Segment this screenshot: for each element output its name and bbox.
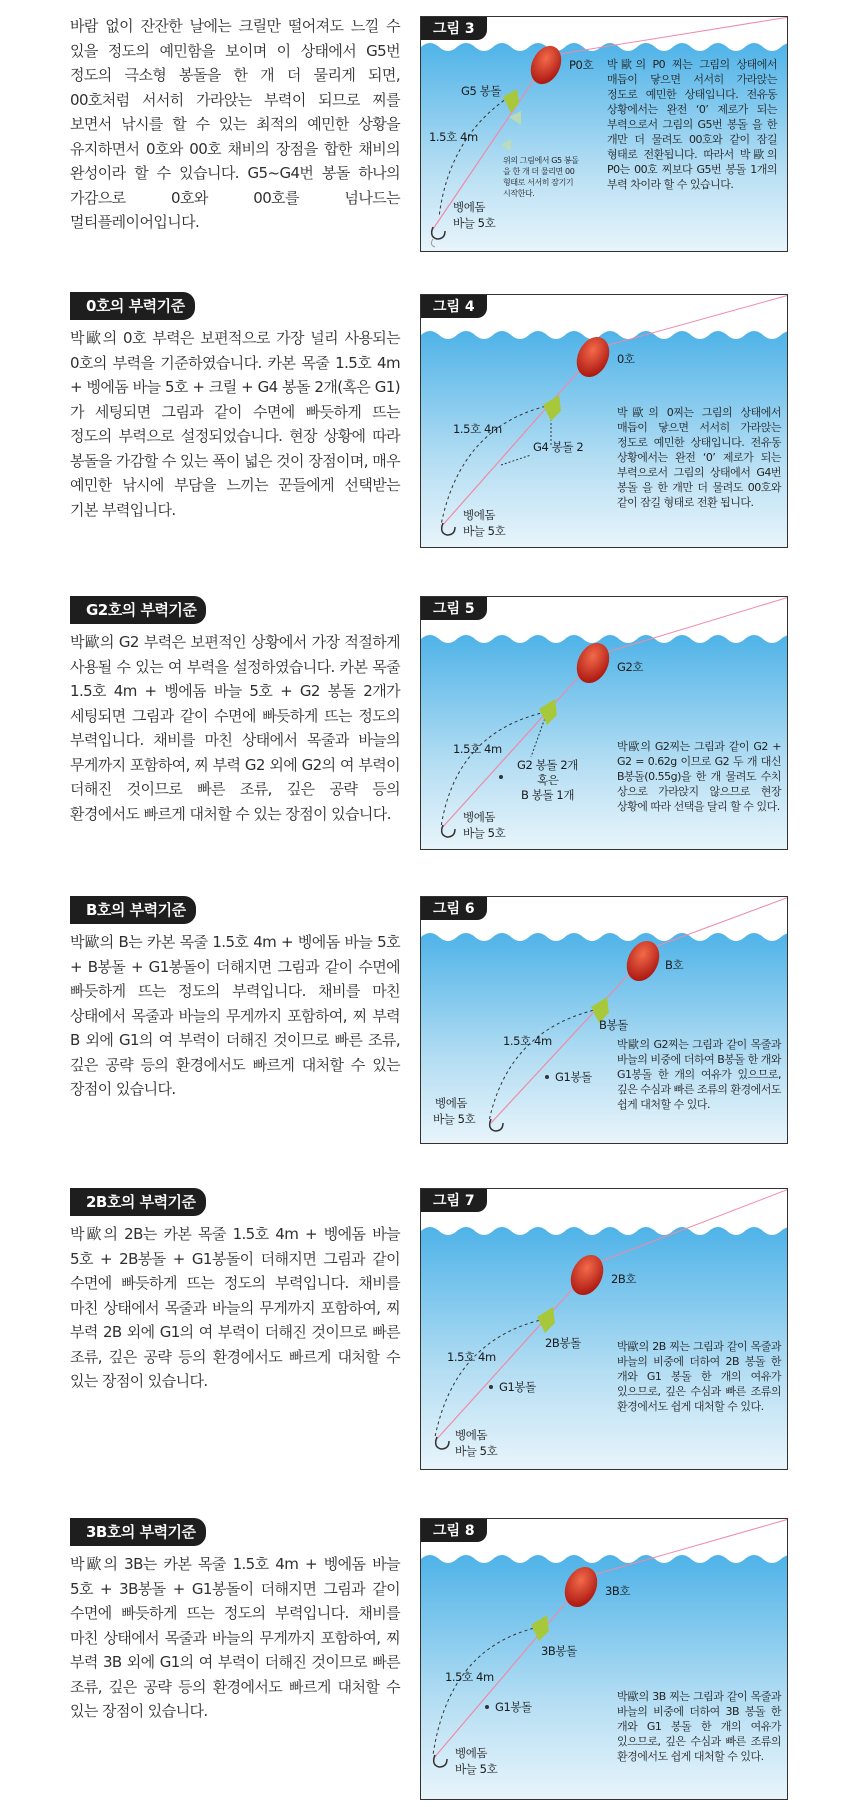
sinker2-icon [545,1075,549,1079]
leader-label: 1.5호 4m [503,1034,552,1048]
float-label: P0호 [569,58,594,72]
sinker-label: G2 봉돌 2개 [517,758,578,772]
sinker2-icon [485,1705,489,1709]
figure-note: 위의 그림에서 G5 봉돌을 한 개 더 물리면 00형태로 서서히 잠기기 시작한다. [503,156,579,198]
figure-description: 박歐의 G2찌는 그림과 같이 목줄과 바늘의 비중에 더하여 B봉돌 한 개와 G1봉돌 한 개의 여유가 있으므로, 깊은 수심과 빠른 조류의 환경에서도 쉽게 대처할 수 있다. [617,1038,781,1111]
figure-label: 그림 5 [421,597,487,620]
leader-label: 1.5호 4m [447,1350,496,1364]
hook-label-line1: 벵에돔 [455,1746,488,1760]
leader-label: 1.5호 4m [445,1670,494,1684]
figure-5 [420,596,788,850]
figure-label: 그림 8 [421,1519,487,1542]
hook-label-line1: 벵에돔 [463,508,496,522]
section-title: 0호의 부력기준 [70,292,195,320]
hook-label-line2: 바늘 5호 [455,1762,498,1776]
float-label: 2B호 [611,1272,637,1286]
figure-8 [420,1518,788,1800]
hook-label-line2: 바늘 5호 [433,1112,476,1126]
figure-3 [420,16,788,252]
hook-label-line2: 바늘 5호 [453,216,496,230]
hook-label-line2: 바늘 5호 [463,826,506,840]
sinker2-icon [489,1385,493,1389]
leader-label: 1.5호 4m [429,130,478,144]
sinker-label: G4 봉돌 2 [533,440,584,454]
figure-label: 그림 3 [421,17,487,40]
sinker-label-alt: B 봉돌 1개 [521,788,575,802]
figure-label: 그림 6 [421,897,487,920]
hook-label-line1: 벵에돔 [435,1096,468,1110]
section-title: 3B호의 부력기준 [70,1518,206,1546]
float-label: G2호 [617,660,644,674]
figure-label: 그림 4 [421,295,487,318]
figure-description: 박歐의 P0 찌는 그림의 상태에서 매듭이 닿으면 서서히 가라앉는 정도로 예민한 상태입니다. 전유동 상황에서는 완전 ‘0’ 제로가 되는 부력으로서 그림의 G5번 봉돌 을 한 개만 더 물려도 00호와 같이 잠길 형태로 전환됩니다. 따라서 박歐의 P0는 00호 찌보다 G5번 봉돌 1개의 부력 차이라 할 수 있습니다. [607,58,777,191]
sinker-label: B봉돌 [599,1018,628,1032]
sinker2-label: G1봉돌 [499,1380,536,1394]
float-label: B호 [665,958,684,972]
figure-6 [420,896,788,1144]
hook-label-line1: 벵에돔 [455,1428,488,1442]
section-title: G2호의 부력기준 [70,596,206,624]
sinker2-label: G1봉돌 [555,1070,592,1084]
sinker-label: G5 봉돌 [461,84,502,98]
section-paragraph: 박歐의 0호 부력은 보편적으로 가장 널리 사용되는 0호의 부력을 기준하였습니다. 카본 목줄 1.5호 4m + 벵에돔 바늘 5호 + 크릴 + G4 봉돌 2개(혹은 G1)가 세팅되면 그림과 같이 수면에 빠듯하게 뜨는 정도의 부력으로 설정되었습니다. 현장 상황에 따라 봉돌을 가감할 수 있는 폭이 넓은 것이 장점이며, 매우 예민한 낚시에 부담을 느끼는 꾼들에게 선택받는 기본 부력입니다. [70,329,400,519]
section-title: 2B호의 부력기준 [70,1188,206,1216]
sinker-label: 3B봉돌 [541,1644,577,1658]
figure-4 [420,294,788,548]
leader-label: 1.5호 4m [453,422,502,436]
figure-description: 박歐의 3B 찌는 그림과 같이 목줄과 바늘의 비중에 더하여 3B 봉돌 한 개와 G1 봉돌 한 개의 여유가 있으므로, 깊은 수심과 빠른 조류의 환경에서도 쉽게 대처할 수 있다. [617,1690,781,1763]
figure-description: 박歐의 2B 찌는 그림과 같이 목줄과 바늘의 비중에 더하여 2B 봉돌 한 개와 G1 봉돌 한 개의 여유가 있으므로, 깊은 수심과 빠른 조류의 환경에서도 쉽게 대처할 수 있다. [617,1340,781,1413]
hook-label-line2: 바늘 5호 [463,524,506,538]
section-paragraph: 박歐의 3B는 카본 목줄 1.5호 4m + 벵에돔 바늘 5호 + 3B봉돌 + G1봉돌이 더해지면 그림과 같이 수면에 빠듯하게 뜨는 정도의 부력입니다. 채비를 마친 상태에서 목줄과 바늘의 무게까지 포함하여, 찌 부력 3B 외에 G1의 여 부력이 더해진 것이므로 빠른 조류, 깊은 공략 등의 환경에서도 빠르게 대처할 수 있는 장점이 있습니다. [70,1555,400,1720]
sinker2-label: G1봉돌 [495,1700,532,1714]
sinker-label-or: 혹은 [537,773,559,787]
section-title: B호의 부력기준 [70,896,196,924]
hook-label-line1: 벵에돔 [453,200,486,214]
section-paragraph: 박歐의 B는 카본 목줄 1.5호 4m + 벵에돔 바늘 5호 + B봉돌 + G1봉돌이 더해지면 그림과 같이 수면에 빠듯하게 뜨는 정도의 부력입니다. 채비를 마친 상태에서 목줄과 바늘의 무게까지 포함하여, 찌 부력 B 외에 G1의 여 부력이 더해진 것이므로 빠른 조류, 깊은 공략 등의 환경에서도 빠르게 대처할 수 있는 장점이 있습니다. [70,933,400,1098]
float-label: 0호 [617,352,635,366]
hook-label-line2: 바늘 5호 [455,1444,498,1458]
intro-paragraph: 바람 없이 잔잔한 날에는 크릴만 떨어져도 느낄 수 있을 정도의 예민함을 보이며 이 상태에서 G5번 정도의 극소형 봉돌을 한 개 더 물리게 되면, 00호처럼 서서히 가라앉는 부력이 되므로 찌를 보면서 낚시를 할 수 있는 최적의 예민한 상황을 유지하면서 0호와 00호 채비의 장점을 합한 채비의 완성이라 할 수 있습니다. G5~G4번 봉돌 하나의 가감으로 0호와 00호를 넘나드는 멀티플레이어입니다. [70,17,400,231]
figure-7 [420,1188,788,1470]
float-label: 3B호 [605,1584,631,1598]
hook-label-line1: 벵에돔 [463,810,496,824]
section-paragraph: 박歐의 2B는 카본 목줄 1.5호 4m + 벵에돔 바늘 5호 + 2B봉돌 + G1봉돌이 더해지면 그림과 같이 수면에 빠듯하게 뜨는 정도의 부력입니다. 채비를 마친 상태에서 목줄과 바늘의 무게까지 포함하여, 찌 부력 2B 외에 G1의 여 부력이 더해진 것이므로 빠른 조류, 깊은 공략 등의 환경에서도 빠르게 대처할 수 있는 장점이 있습니다. [70,1225,400,1390]
leader-label: 1.5호 4m [453,742,502,756]
sinker-label: 2B봉돌 [545,1336,581,1350]
figure-description: 박歐의 0찌는 그림의 상태에서 매듭이 닿으면 서서히 가라앉는 정도로 예민한 상태입니다. 전유동 상황에서는 완전 ‘0’ 제로가 되는 부력으로서 그림의 상태에서 G4번 봉돌 을 한 개만 더 물려도 00호와 같이 잠길 형태로 전환 됩니다. [617,406,781,509]
figure-description: 박歐의 G2찌는 그림과 같이 G2 + G2 = 0.62g 이므로 G2 두 개 대신 B봉돌(0.55g)을 한 개 물려도 수치 상으로 가라앉지 않으므로 현장 상황에 따라 선택을 달리 할 수 있다. [617,740,781,813]
figure-label: 그림 7 [421,1189,487,1212]
section-paragraph: 박歐의 G2 부력은 보편적인 상황에서 가장 적절하게 사용될 수 있는 여 부력을 설정하였습니다. 카본 목줄 1.5호 4m + 벵에돔 바늘 5호 + G2 봉돌 2개가 세팅되면 그림과 같이 수면에 빠듯하게 뜨는 정도의 부력입니다. 채비를 마친 상태에서 목줄과 바늘의 무게까지 포함하여, 찌 부력 G2 외에 G2의 여 부력이 더해진 것이므로 빠른 조류, 깊은 공략 등의 환경에서도 빠르게 대처할 수 있는 장점이 있습니다. [70,633,400,823]
